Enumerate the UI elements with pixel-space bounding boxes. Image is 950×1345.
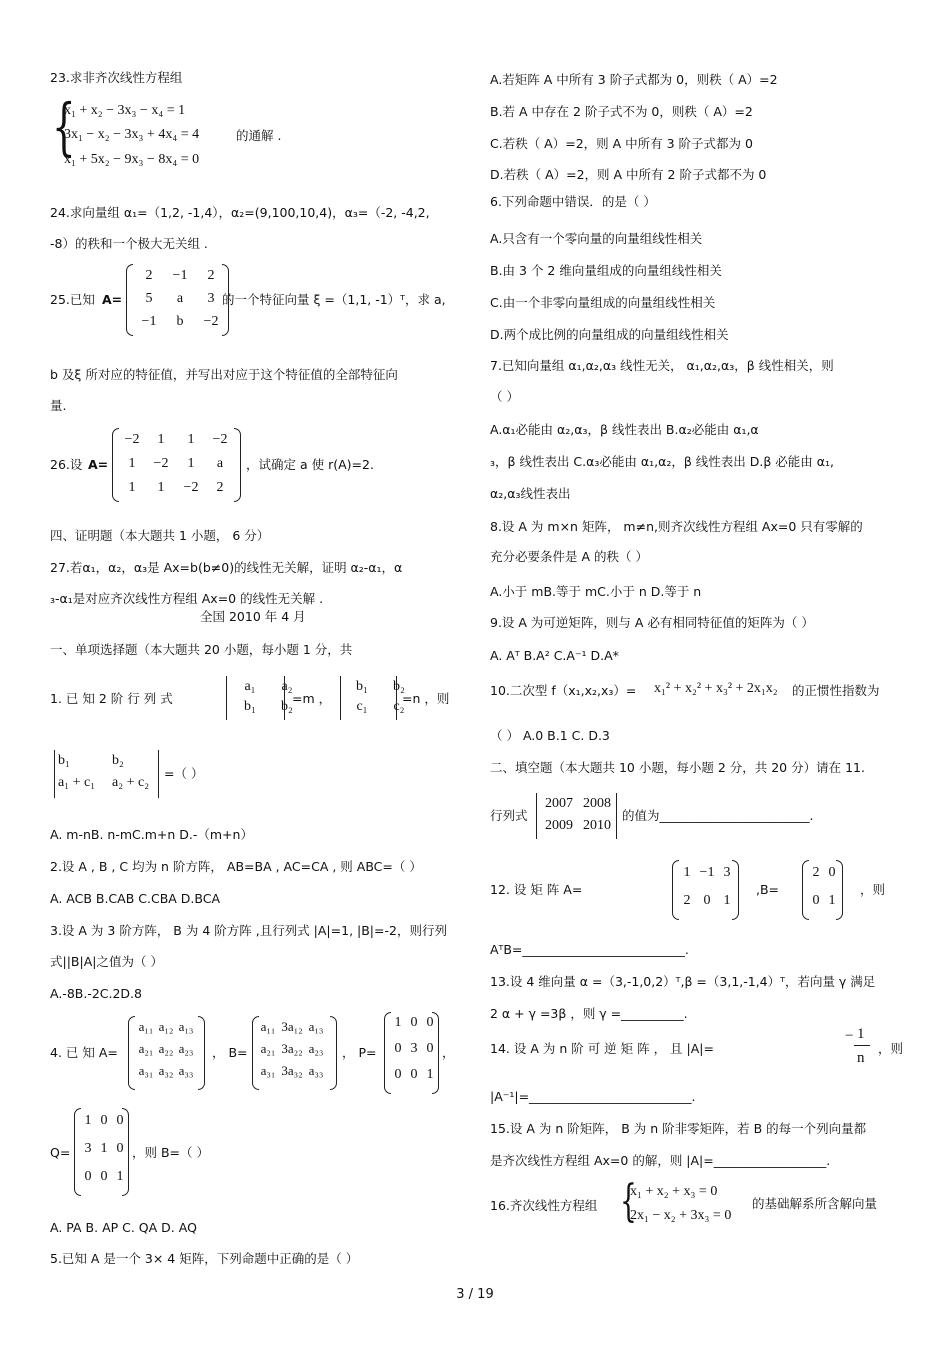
q3-line2: 式||B|A|之值为（ ） bbox=[50, 954, 163, 969]
q4-B-21: a₂₁ bbox=[260, 1041, 276, 1056]
q25-m22: a bbox=[176, 291, 184, 306]
q2-options: A. ACB B.CAB C.CBA D.BCA bbox=[50, 891, 221, 906]
q12-A-11: 1 bbox=[683, 865, 691, 880]
q4-A-21: a₂₁ bbox=[138, 1041, 154, 1056]
q4-A-31: a₃₁ bbox=[138, 1063, 154, 1078]
q4-B-11: a₁₁ bbox=[260, 1019, 276, 1034]
q4-A-bracket-left bbox=[128, 1016, 135, 1090]
q1-d3-11: b₁ bbox=[58, 753, 70, 768]
q4-B-33: a₃₃ bbox=[308, 1063, 324, 1078]
q25-line2: b 及ξ 所对应的特征值，并写出对应于这个特征值的全部特征向 bbox=[50, 367, 398, 382]
q12-A-23: 1 bbox=[723, 893, 731, 908]
q7-line4: ₃，β 线性表出 C.α₃必能由 α₁,α₂，β 线性表出 D.β 必能由 α₁, bbox=[490, 454, 835, 469]
q23-eq3: x₁ + 5x₂ − 9x₃ − 8x₄ = 0 bbox=[64, 152, 200, 167]
q6-option-a: A.只含有一个零向量的向量组线性相关 bbox=[490, 231, 703, 246]
q26-m11: −2 bbox=[124, 432, 140, 447]
q7-line5: α₂,α₃线性表出 bbox=[490, 486, 571, 501]
q26-pre: 26.设 bbox=[50, 457, 83, 472]
q26-m23: 1 bbox=[187, 456, 195, 471]
q11-bar-right bbox=[616, 793, 617, 839]
q25-m31: −1 bbox=[141, 314, 157, 329]
q4-P-32: 0 bbox=[410, 1067, 418, 1082]
q11-d11: 2007 bbox=[545, 796, 573, 811]
q4-P-31: 0 bbox=[394, 1067, 402, 1082]
q4-P-bracket-right bbox=[432, 1012, 439, 1094]
q13-line1: 13.设 4 维向量 α =（3,-1,0,2）ᵀ,β =（3,1,-1,4）ᵀ，若向量 γ 满足 bbox=[490, 974, 876, 989]
q7-line1: 7.已知向量组 α₁,α₂,α₃ 线性无关， α₁,α₂,α₃，β 线性相关，则 bbox=[490, 358, 834, 373]
q26-m24: a bbox=[216, 456, 224, 471]
q23-eq2: 3x₁ − x₂ − 3x₃ + 4x₄ = 4 bbox=[64, 127, 200, 142]
q4-Q-label: Q= bbox=[50, 1145, 71, 1160]
q26-A-label: A= bbox=[88, 457, 109, 472]
q4-A-22: a₂₂ bbox=[158, 1041, 174, 1056]
q25-A-label: A= bbox=[102, 292, 123, 307]
q4-P-matrix bbox=[390, 1015, 438, 1083]
section-4-header: 四、证明题（本大题共 1 小题， 6 分） bbox=[50, 528, 270, 543]
q8-options: A.小于 mB.等于 mC.小于 n D.等于 n bbox=[490, 584, 702, 599]
q26-m21: 1 bbox=[128, 456, 136, 471]
q1-d2-22: c₂ bbox=[393, 699, 405, 714]
q4-B-23: a₂₃ bbox=[308, 1041, 324, 1056]
q4-P-label: ， P= bbox=[342, 1045, 377, 1060]
q1-d1-11: a₁ bbox=[244, 679, 256, 694]
q4-A-matrix bbox=[136, 1019, 196, 1079]
q4-P-22: 3 bbox=[410, 1041, 418, 1056]
q12-then: ，则 bbox=[860, 882, 886, 897]
q4-P-11: 1 bbox=[394, 1015, 402, 1030]
q7-line3: A.α₁必能由 α₂,α₃，β 线性表出 B.α₂必能由 α₁,α bbox=[490, 422, 759, 437]
q11-pre: 行列式 bbox=[490, 808, 528, 823]
q10-post: 的正惯性指数为 bbox=[792, 683, 880, 698]
q1-d2-11: b₁ bbox=[356, 679, 368, 694]
q15-line1: 15.设 A 为 n 阶矩阵， B 为 n 阶非零矩阵，若 B 的每一个列向量都 bbox=[490, 1121, 867, 1136]
q12-B-label: ,B= bbox=[756, 882, 780, 897]
q26-m34: 2 bbox=[216, 480, 224, 495]
q9-options: A. Aᵀ B.A² C.A⁻¹ D.A* bbox=[490, 648, 619, 663]
q5-option-c: C.若秩（ A）=2，则 A 中所有 3 阶子式都为 0 bbox=[490, 136, 753, 151]
q16-post: 的基础解系所含解向量 bbox=[752, 1196, 878, 1211]
q14-minus: − bbox=[845, 1028, 854, 1044]
q5-option-d: D.若秩（ A）=2，则 A 中所有 2 阶子式都不为 0 bbox=[490, 167, 767, 182]
q12-A-matrix bbox=[678, 865, 736, 909]
q14-post: ，则 bbox=[878, 1041, 904, 1056]
q4-A-32: a₃₂ bbox=[158, 1063, 174, 1078]
q4-B-22: 3a₂₂ bbox=[281, 1041, 303, 1056]
q27-line2: ₃-α₁是对应齐次线性方程组 Ax=0 的线性无关解 . bbox=[50, 591, 324, 606]
q1-d2-21: c₁ bbox=[356, 699, 368, 714]
q10-pre: 10.二次型 f（x₁,x₂,x₃）= bbox=[490, 683, 637, 698]
q1-pre: 1. 已 知 2 阶 行 列 式 bbox=[50, 691, 173, 706]
q25-m33: −2 bbox=[203, 314, 219, 329]
q12-line2: AᵀB=__________________________. bbox=[490, 942, 689, 957]
q3-line1: 3.设 A 为 3 阶方阵， B 为 4 阶方阵 ,且行列式 |A|=1, |B|=-2，则行列 bbox=[50, 923, 447, 938]
q11-post: 的值为________________________. bbox=[622, 808, 814, 823]
page-number: 3 / 19 bbox=[456, 1287, 494, 1302]
q1-d2-bar-right bbox=[396, 676, 397, 720]
q4-P-12: 0 bbox=[410, 1015, 418, 1030]
q11-bar-left bbox=[536, 793, 537, 839]
q4-B-13: a₁₃ bbox=[308, 1019, 324, 1034]
q4-Q-23: 0 bbox=[116, 1141, 124, 1156]
q25-m11: 2 bbox=[145, 268, 153, 283]
q8-line1: 8.设 A 为 m×n 矩阵， m≠n,则齐次线性方程组 Ax=0 只有零解的 bbox=[490, 519, 863, 534]
q4-A-11: a₁₁ bbox=[138, 1019, 154, 1034]
q7-line2: （ ） bbox=[490, 389, 519, 404]
q4-B-32: 3a₃₂ bbox=[281, 1063, 303, 1078]
q1-d3-bar-right bbox=[158, 750, 159, 798]
q4-Q-bracket-right bbox=[122, 1108, 129, 1196]
q1-eq3: =（ ） bbox=[164, 766, 204, 781]
q4-Q-13: 0 bbox=[116, 1113, 124, 1128]
q4-Q-matrix bbox=[80, 1113, 128, 1185]
q5-option-b: B.若 A 中存在 2 阶子式不为 0，则秩（ A）=2 bbox=[490, 104, 753, 119]
q25-m13: 2 bbox=[207, 268, 215, 283]
q4-A-12: a₁₂ bbox=[158, 1019, 174, 1034]
q3-options: A.-8B.-2C.2D.8 bbox=[50, 986, 142, 1001]
q4-Q-21: 3 bbox=[84, 1141, 92, 1156]
q23-brace: { bbox=[52, 90, 76, 163]
q25-m32: b bbox=[176, 314, 184, 329]
q8-line2: 充分必要条件是 A 的秩（ ） bbox=[490, 549, 648, 564]
q12-B-21: 0 bbox=[812, 893, 820, 908]
q1-d1-bar-left bbox=[226, 676, 227, 720]
q16-pre: 16.齐次线性方程组 bbox=[490, 1198, 598, 1213]
q1-d1-22: b₂ bbox=[281, 699, 293, 714]
q4-P-33: 1 bbox=[426, 1067, 434, 1082]
q4-P-13: 0 bbox=[426, 1015, 434, 1030]
q16-brace: { bbox=[620, 1176, 637, 1227]
q11-d12: 2008 bbox=[583, 796, 611, 811]
q6-option-d: D.两个成比例的向量组成的向量组线性相关 bbox=[490, 327, 729, 342]
q12-A-bracket-right bbox=[732, 860, 739, 920]
q26-bracket-right bbox=[234, 428, 241, 502]
q1-eq2: =n ，则 bbox=[402, 691, 450, 706]
q12-A-21: 2 bbox=[683, 893, 691, 908]
q1-eq1: =m ， bbox=[292, 691, 332, 706]
q11-d22: 2010 bbox=[583, 818, 611, 833]
q1-d3-bar-left bbox=[54, 750, 55, 798]
q25-line3: 量. bbox=[50, 398, 67, 413]
q4-B-bracket-right bbox=[330, 1016, 337, 1090]
q25-pre: 25.已知 bbox=[50, 292, 95, 307]
q4-P-21: 0 bbox=[394, 1041, 402, 1056]
q24-line2: -8）的秩和一个极大无关组 . bbox=[50, 236, 208, 251]
q12-B-22: 1 bbox=[828, 893, 836, 908]
q6-option-b: B.由 3 个 2 维向量组成的向量组线性相关 bbox=[490, 263, 722, 278]
section-2-header: 二、填空题（本大题共 10 小题，每小题 2 分，共 20 分）请在 11. bbox=[490, 760, 865, 775]
q1-d2-12: b₂ bbox=[393, 679, 405, 694]
q4-B-12: 3a₁₂ bbox=[281, 1019, 303, 1034]
q1-d3-22: a₂ + c₂ bbox=[112, 775, 150, 790]
q1-d1-bar-right bbox=[284, 676, 285, 720]
q23-tail: 的通解 . bbox=[236, 128, 282, 143]
q9: 9.设 A 为可逆矩阵，则与 A 必有相同特征值的矩阵为（ ） bbox=[490, 615, 814, 630]
q12-pre: 12. 设 矩 阵 A= bbox=[490, 882, 583, 897]
q1-d3-21: a₁ + c₁ bbox=[58, 775, 96, 790]
q13-line2: 2 α + γ =3β ，则 γ =__________. bbox=[490, 1006, 688, 1021]
q4-options: A. PA B. AP C. QA D. AQ bbox=[50, 1220, 197, 1235]
q23-eq1: x₁ + x₂ − 3x₃ − x₄ = 1 bbox=[64, 103, 186, 118]
q1-det3 bbox=[58, 753, 162, 791]
q1-d1-21: b₁ bbox=[244, 699, 256, 714]
q12-B-11: 2 bbox=[812, 865, 820, 880]
q4-Q-22: 1 bbox=[100, 1141, 108, 1156]
q14-denominator: n bbox=[857, 1050, 865, 1066]
q4-B-matrix bbox=[258, 1019, 326, 1079]
q14-numerator: 1 bbox=[857, 1026, 865, 1042]
q4-P-comma: ， bbox=[442, 1045, 455, 1060]
q16-eq2: 2x₁ − x₂ + 3x₃ = 0 bbox=[630, 1208, 732, 1223]
q25-post: 的一个特征向量 ξ =（1,1, -1）ᵀ，求 a, bbox=[222, 292, 446, 307]
q12-A-12: −1 bbox=[699, 865, 715, 880]
q5-option-a: A.若矩阵 A 中所有 3 阶子式都为 0，则秩（ A）=2 bbox=[490, 72, 778, 87]
q4-P-23: 0 bbox=[426, 1041, 434, 1056]
q25-m12: −1 bbox=[172, 268, 188, 283]
q26-m13: 1 bbox=[187, 432, 195, 447]
q26-m12: 1 bbox=[157, 432, 165, 447]
q26-m32: 1 bbox=[157, 480, 165, 495]
exam-title: 全国 2010 年 4 月 bbox=[200, 609, 306, 624]
q4-A-33: a₃₃ bbox=[178, 1063, 194, 1078]
q4-A-13: a₁₃ bbox=[178, 1019, 194, 1034]
q14-fraction-bar bbox=[854, 1045, 870, 1046]
q12-A-13: 3 bbox=[723, 865, 731, 880]
q26-m31: 1 bbox=[128, 480, 136, 495]
q4-Q-33: 1 bbox=[116, 1169, 124, 1184]
q12-B-bracket-right bbox=[836, 860, 843, 920]
q10-expression: x₁² + x₂² + x₃² + 2x₁x₂ bbox=[654, 681, 778, 696]
q4-post: ，则 B=（ ） bbox=[132, 1145, 209, 1160]
q25-m23: 3 bbox=[207, 291, 215, 306]
q6-option-c: C.由一个非零向量组成的向量组线性相关 bbox=[490, 295, 716, 310]
q1-d3-12: b₂ bbox=[112, 753, 124, 768]
q4-B-label: ， B= bbox=[212, 1045, 248, 1060]
q4-Q-31: 0 bbox=[84, 1169, 92, 1184]
q26-matrix bbox=[118, 432, 234, 496]
q10-options: （ ） A.0 B.1 C. D.3 bbox=[490, 728, 610, 743]
q11-d21: 2009 bbox=[545, 818, 573, 833]
q12-A-22: 0 bbox=[703, 893, 711, 908]
q1-d1-12: a₂ bbox=[281, 679, 293, 694]
q25-m21: 5 bbox=[145, 291, 153, 306]
q6: 6.下列命题中错误．的是（ ） bbox=[490, 194, 656, 209]
q1-d2-bar-left bbox=[340, 676, 341, 720]
q4-A-23: a₂₃ bbox=[178, 1041, 194, 1056]
q2: 2.设 A , B , C 均为 n 阶方阵， AB=BA , AC=CA , 则 ABC=（ ） bbox=[50, 859, 422, 874]
q24-line1: 24.求向量组 α₁=（1,2, -1,4），α₂=(9,100,10,4)，α₃=（-2, -4,2, bbox=[50, 205, 430, 220]
q15-line2: 是齐次线性方程组 Ax=0 的解，则 |A|=__________________. bbox=[490, 1153, 831, 1168]
q4-B-31: a₃₁ bbox=[260, 1063, 276, 1078]
q25-bracket-left bbox=[126, 264, 133, 336]
q11-determinant bbox=[540, 796, 616, 834]
q16-eq1: x₁ + x₂ + x₃ = 0 bbox=[630, 1184, 718, 1199]
q26-m33: −2 bbox=[183, 480, 199, 495]
q4-pre: 4. 已 知 A= bbox=[50, 1045, 118, 1060]
section-1-header: 一、单项选择题（本大题共 20 小题，每小题 1 分，共 bbox=[50, 642, 353, 657]
q14-line2: |A⁻¹|=__________________________. bbox=[490, 1089, 696, 1104]
q26-post: ，试确定 a 使 r(A)=2. bbox=[246, 457, 374, 472]
q27-line1: 27.若α₁，α₂，α₃是 Ax=b(b≠0)的线性无关解，证明 α₂-α₁，α bbox=[50, 560, 403, 575]
q5: 5.已知 A 是一个 3× 4 矩阵，下列命题中正确的是（ ） bbox=[50, 1251, 359, 1266]
q12-B-12: 0 bbox=[828, 865, 836, 880]
q26-m14: −2 bbox=[212, 432, 228, 447]
q4-Q-11: 1 bbox=[84, 1113, 92, 1128]
q4-Q-32: 0 bbox=[100, 1169, 108, 1184]
q25-matrix bbox=[134, 268, 226, 330]
q1-options: A. m-nB. n-mC.m+n D.-（m+n） bbox=[50, 827, 253, 842]
q4-Q-12: 0 bbox=[100, 1113, 108, 1128]
q23-title: 23.求非齐次线性方程组 bbox=[50, 70, 183, 85]
q14-pre: 14. 设 A 为 n 阶 可 逆 矩 阵 ， 且 |A|= bbox=[490, 1041, 714, 1056]
q4-A-bracket-right bbox=[198, 1016, 205, 1090]
q26-m22: −2 bbox=[153, 456, 169, 471]
